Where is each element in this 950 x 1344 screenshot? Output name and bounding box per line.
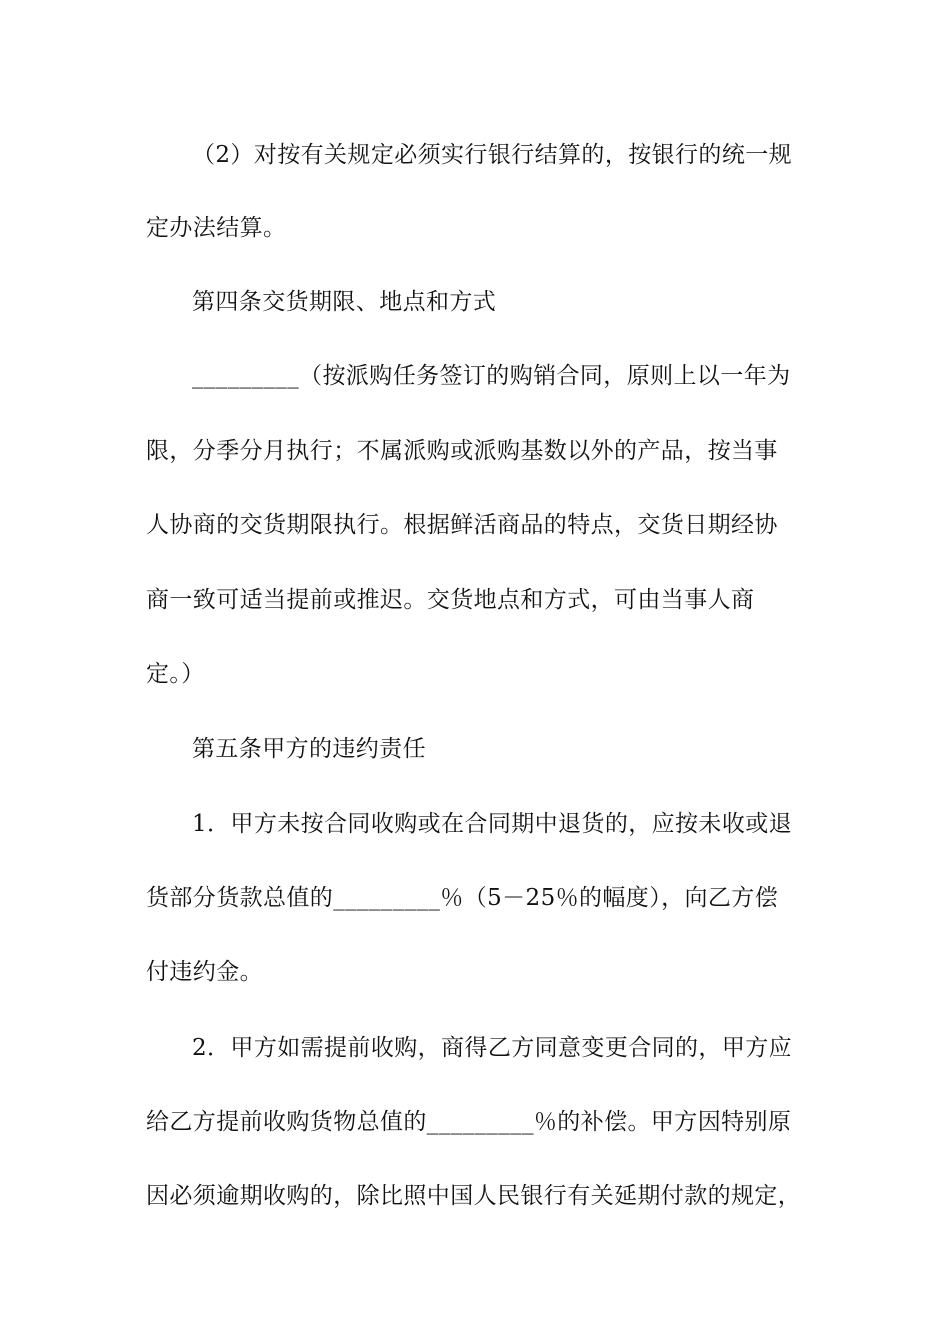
article-5-heading: 第五条甲方的违约责任: [192, 736, 426, 762]
paragraph-line-2: 定办法结算。: [146, 215, 287, 241]
paragraph-line-11: 货部分货款总值的_________％（5－25％的幅度），向乙方偿: [146, 885, 779, 911]
paragraph-line-4: _________（按派购任务签订的购销合同，原则上以一年为: [192, 363, 791, 389]
paragraph-line-14: 给乙方提前收购货物总值的_________％的补偿。甲方因特别原: [146, 1109, 792, 1135]
paragraph-line-7: 商一致可适当提前或推迟。交货地点和方式，可由当事人商: [146, 587, 755, 613]
paragraph-line-1: （2）对按有关规定必须实行银行结算的，按银行的统一规: [192, 142, 793, 168]
paragraph-line-6: 人协商的交货期限执行。根据鲜活商品的特点，交货日期经协: [146, 512, 778, 538]
paragraph-line-15: 因必须逾期收购的，除比照中国人民银行有关延期付款的规定，: [146, 1183, 802, 1209]
paragraph-line-12: 付违约金。: [146, 959, 263, 985]
article-4-heading: 第四条交货期限、地点和方式: [192, 289, 497, 315]
paragraph-line-8: 定。）: [146, 661, 205, 687]
paragraph-line-10: 1．甲方未按合同收购或在合同期中退货的，应按未收或退: [192, 811, 793, 837]
paragraph-line-13: 2．甲方如需提前收购，商得乙方同意变更合同的，甲方应: [192, 1035, 793, 1061]
paragraph-line-5: 限，分季分月执行；不属派购或派购基数以外的产品，按当事: [146, 438, 778, 464]
